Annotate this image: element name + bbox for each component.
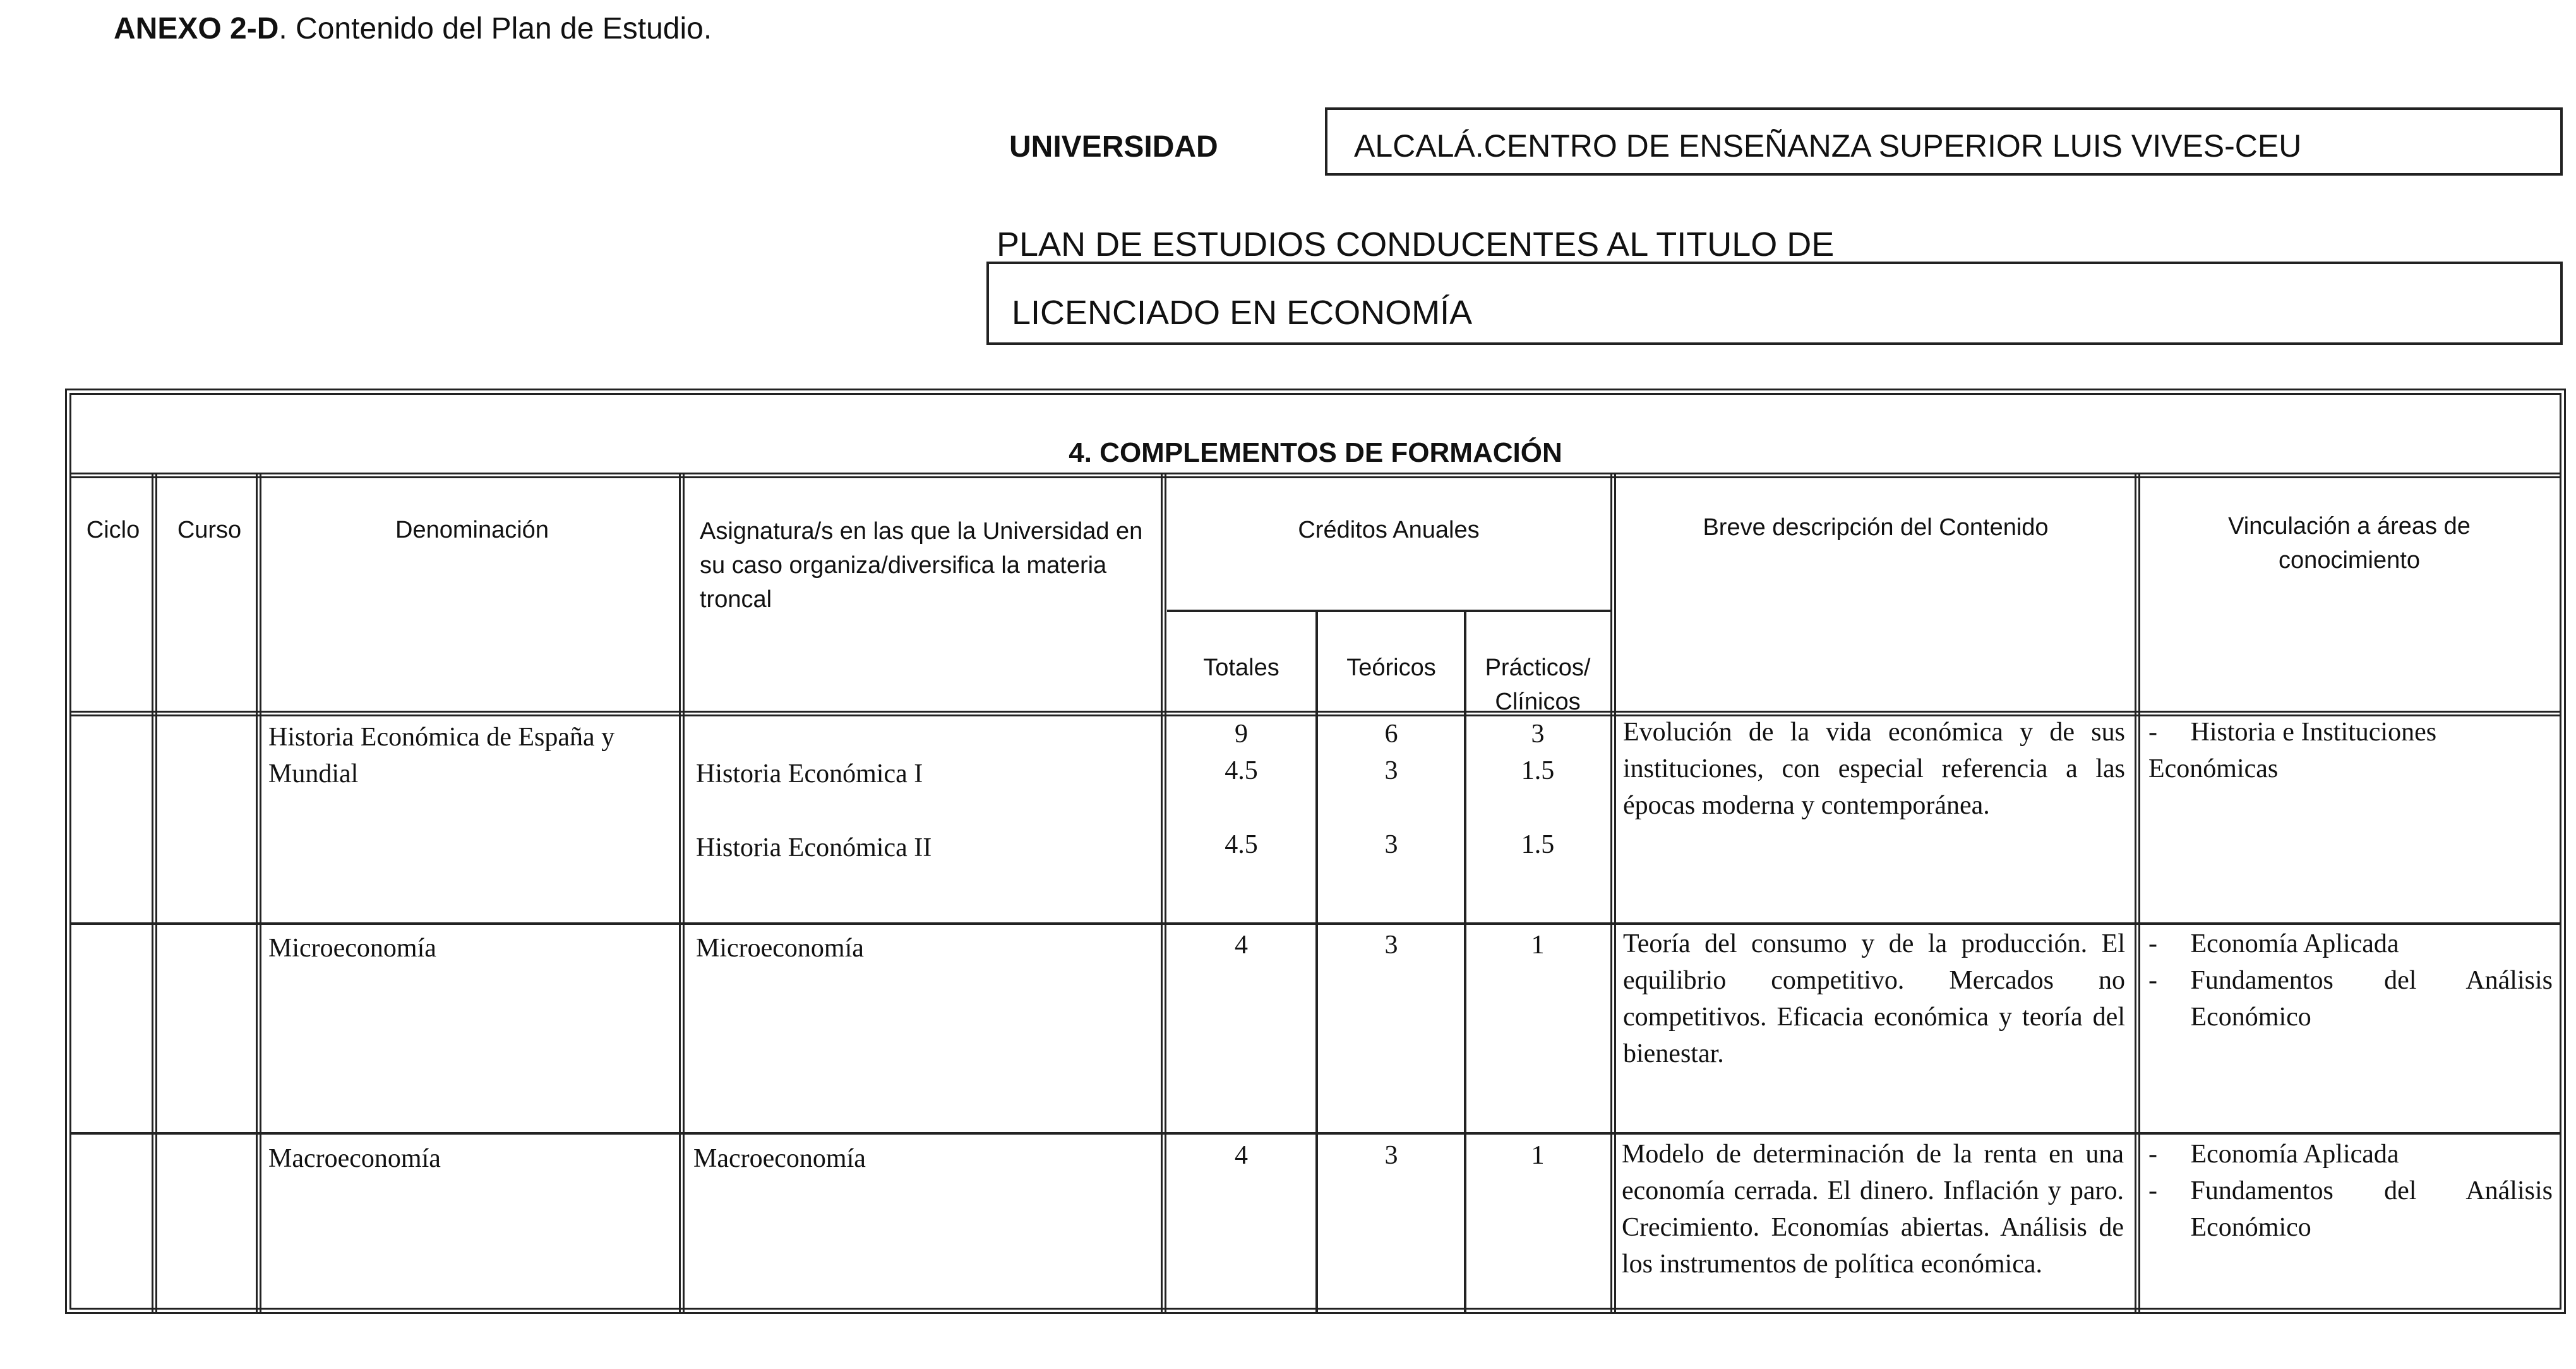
credits-subheader-line xyxy=(1167,610,1610,612)
row1-teoricos-2: 3 xyxy=(1384,830,1398,859)
row1-totales-2: 4.5 xyxy=(1225,830,1258,859)
annex-label: ANEXO 2-D xyxy=(114,12,279,45)
header-vinculacion: Vinculación a áreas de conocimiento xyxy=(2228,513,2471,574)
header-descripcion: Breve descripción del Contenido xyxy=(1703,514,2049,541)
row1-descripcion: Evolución de la vida económica y de sus instituciones, con especial referencia a las épocas moderna y contemporánea. xyxy=(1623,718,2125,820)
row2-area-item: - Fundamentos del Análisis Económico xyxy=(2148,962,2553,1035)
col-divider xyxy=(1161,473,1166,1313)
row3-area-1: Fundamentos del Análisis Económico xyxy=(2190,1176,2553,1242)
row2-practicos-0: 1 xyxy=(1531,931,1545,960)
row2-descripcion: Teoría del consumo y de la producción. El equilibrio competitivo. Mercados no competitivos. Eficacia económica y teoría del bienestar. xyxy=(1623,929,2125,1068)
row3-practicos-0: 1 xyxy=(1531,1141,1545,1170)
header-asignaturas: Asignatura/s en las que la Universidad en su caso organiza/diversifica la materia troncal xyxy=(700,518,1143,613)
header-curso: Curso xyxy=(177,517,242,543)
header-ciclo: Ciclo xyxy=(86,517,140,543)
row1-practicos-1: 1.5 xyxy=(1521,756,1555,785)
university-label: UNIVERSIDAD xyxy=(1009,130,1218,164)
row1-totales-1: 4.5 xyxy=(1225,756,1258,785)
header-practicos: Prácticos/ Clínicos xyxy=(1485,654,1591,715)
row1-subject-1: Historia Económica I xyxy=(696,759,923,788)
university-value: ALCALÁ.CENTRO DE ENSEÑANZA SUPERIOR LUIS VIVES-CEU xyxy=(1325,107,2563,176)
row1-practicos-0: 3 xyxy=(1531,720,1545,749)
row3-area-0: Economía Aplicada xyxy=(2190,1140,2399,1169)
annex-title xyxy=(114,11,712,46)
header-creditos: Créditos Anuales xyxy=(1298,517,1480,543)
header-totales: Totales xyxy=(1203,654,1279,681)
row2-teoricos-0: 3 xyxy=(1384,931,1398,960)
col-divider xyxy=(679,473,685,1313)
row3-denominacion: Macroeconomía xyxy=(268,1144,441,1173)
annex-text: . Contenido del Plan de Estudio. xyxy=(279,12,712,45)
row1-area-0: Historia e Instituciones Económicas xyxy=(2148,718,2437,783)
row1-areas xyxy=(2148,714,2553,787)
row-divider xyxy=(71,1132,2560,1135)
header-teoricos: Teóricos xyxy=(1346,654,1436,681)
row2-denominacion: Microeconomía xyxy=(268,934,436,963)
row3-area-item: - Economía Aplicada xyxy=(2148,1140,2399,1169)
row3-subject-0: Macroeconomía xyxy=(693,1144,866,1173)
row3-totales-0: 4 xyxy=(1235,1141,1248,1170)
header-denominacion: Denominación xyxy=(395,517,549,543)
row2-area-0: Economía Aplicada xyxy=(2190,929,2399,958)
section-title: 4. COMPLEMENTOS DE FORMACIÓN xyxy=(1069,437,1562,468)
col-divider xyxy=(152,473,157,1313)
row-divider xyxy=(71,922,2560,925)
col-divider xyxy=(2135,473,2140,1313)
row1-denominacion: Historia Económica de España y Mundial xyxy=(268,723,615,788)
plan-label: PLAN DE ESTUDIOS CONDUCENTES AL TITULO DE xyxy=(997,226,1835,263)
row3-area-item: - Fundamentos del Análisis Económico xyxy=(2148,1173,2553,1246)
row1-teoricos-0: 6 xyxy=(1384,720,1398,749)
row2-totales-0: 4 xyxy=(1235,931,1248,960)
row1-subject-2: Historia Económica II xyxy=(696,833,932,862)
row2-area-item: - Economía Aplicada xyxy=(2148,929,2399,958)
row3-areas xyxy=(2148,1136,2553,1246)
row1-totales-0: 9 xyxy=(1235,720,1248,749)
row2-areas xyxy=(2148,926,2553,1035)
row1-practicos-2: 1.5 xyxy=(1521,830,1555,859)
row2-subject-0: Microeconomía xyxy=(696,934,864,963)
row3-descripcion: Modelo de determinación de la renta en una economía cerrada. El dinero. Inflación y paro. Crecimiento. Economías abiertas. Análisis de los instrumentos de política económica. xyxy=(1622,1140,2124,1279)
row1-area-item: - Historia e Instituciones Económicas xyxy=(2148,718,2437,783)
row2-area-1: Fundamentos del Análisis Económico xyxy=(2190,966,2553,1032)
row3-teoricos-0: 3 xyxy=(1384,1141,1398,1170)
degree-title: LICENCIADO EN ECONOMÍA xyxy=(986,262,2563,345)
header-divider xyxy=(71,473,2560,478)
row1-teoricos-1: 3 xyxy=(1384,756,1398,785)
col-divider xyxy=(256,473,261,1313)
col-divider xyxy=(1610,473,1616,1313)
